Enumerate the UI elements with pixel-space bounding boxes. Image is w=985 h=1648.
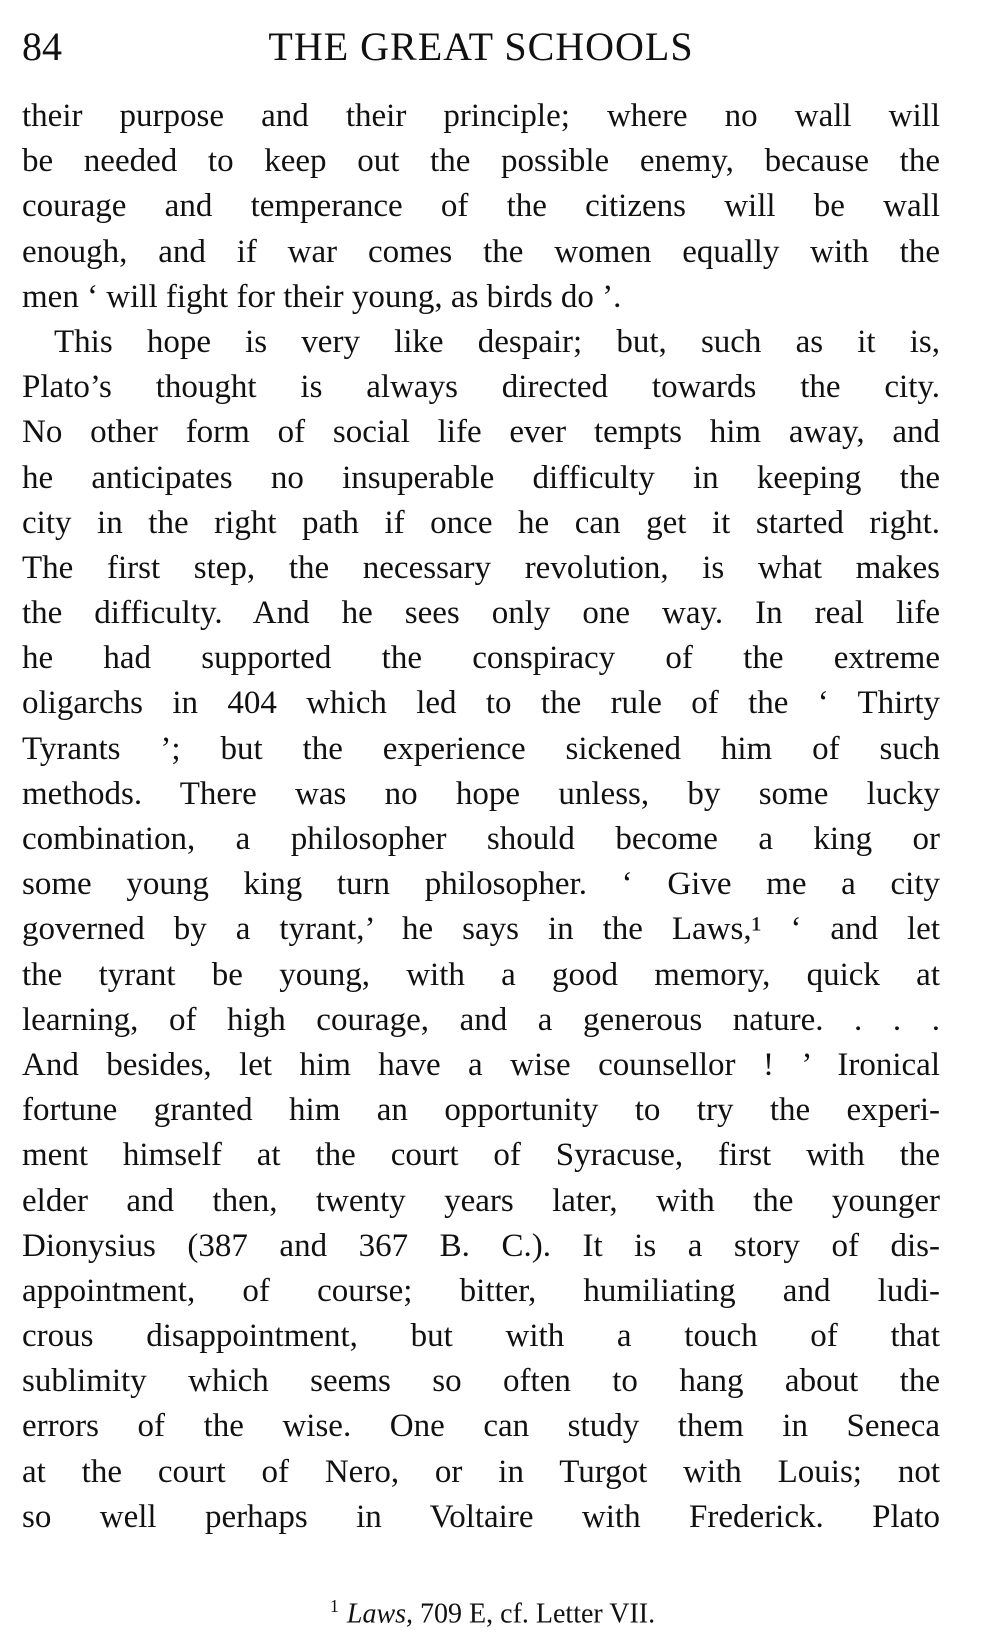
text-line: he anticipates no insuperable difficulty in keeping the [22,459,940,496]
text-line: combination, a philosopher should become a king or [22,821,940,857]
text-line: city in the right path if once he can get it started right. [22,504,940,541]
text-line: Tyrants ’; but the experience sickened him of such [22,730,940,767]
text-line: fortune granted him an opportunity to try the experi- [22,1092,940,1129]
footnote [0,1588,985,1632]
text-line: elder and then, twenty years later, with the younger [22,1182,940,1219]
text-line: This hope is very like despair; but, such as it is, [54,323,940,360]
text-line: sublimity which seems so often to hang about the [22,1363,940,1400]
text-line: The first step, the necessary revolution, is what makes [22,549,940,586]
text-line: methods. There was no hope unless, by some lucky [22,775,940,812]
text-line: men ‘ will fight for their young, as birds do ’. [22,278,622,315]
text-line: ment himself at the court of Syracuse, first with the [22,1137,940,1174]
page-number: 84 [22,24,62,69]
running-head [22,12,940,82]
text-line: at the court of Nero, or in Turgot with Louis; not [22,1453,940,1490]
text-line: And besides, let him have a wise counsellor ! ’ Ironical [22,1046,940,1083]
text-line: some young king turn philosopher. ‘ Give me a city [22,866,940,903]
footnote-work-title: Laws, [346,1598,414,1630]
text-line: appointment, of course; bitter, humiliating and ludi- [22,1272,940,1309]
text-line: the difficulty. And he sees only one way. In real life [22,595,940,632]
text-line: crous disappointment, but with a touch of that [22,1318,940,1355]
text-line: he had supported the conspiracy of the extreme [22,640,940,677]
text-line: be needed to keep out the possible enemy, because the [22,143,940,180]
text-line: errors of the wise. One can study them in Seneca [22,1408,940,1445]
text-line: Plato’s thought is always directed towards the city. [22,369,940,406]
text-line: Dionysius (387 and 367 B. C.). It is a story of dis- [22,1227,940,1264]
text-line: so well perhaps in Voltaire with Frederick. Plato [22,1498,940,1535]
text-line: governed by a tyrant,’ he says in the Laws,¹ ‘ and let [22,911,940,948]
text-line: learning, of high courage, and a generous nature. . . . [22,1001,940,1038]
footnote-marker: 1 [329,1596,339,1616]
text-line: oligarchs in 404 which led to the rule of the ‘ Thirty [22,685,940,722]
text-line: the tyrant be young, with a good memory, quick at [22,956,940,993]
text-line: their purpose and their principle; where no wall will [22,98,940,134]
footnote-reference: 709 E, cf. Letter VII. [413,1598,656,1630]
text-line: No other form of social life ever tempts him away, and [22,414,940,451]
text-line: enough, and if war comes the women equally with the [22,233,940,270]
text-line: courage and temperance of the citizens will be wall [22,188,940,225]
running-title: THE GREAT SCHOOLS [268,24,694,69]
body-text [22,94,940,1540]
